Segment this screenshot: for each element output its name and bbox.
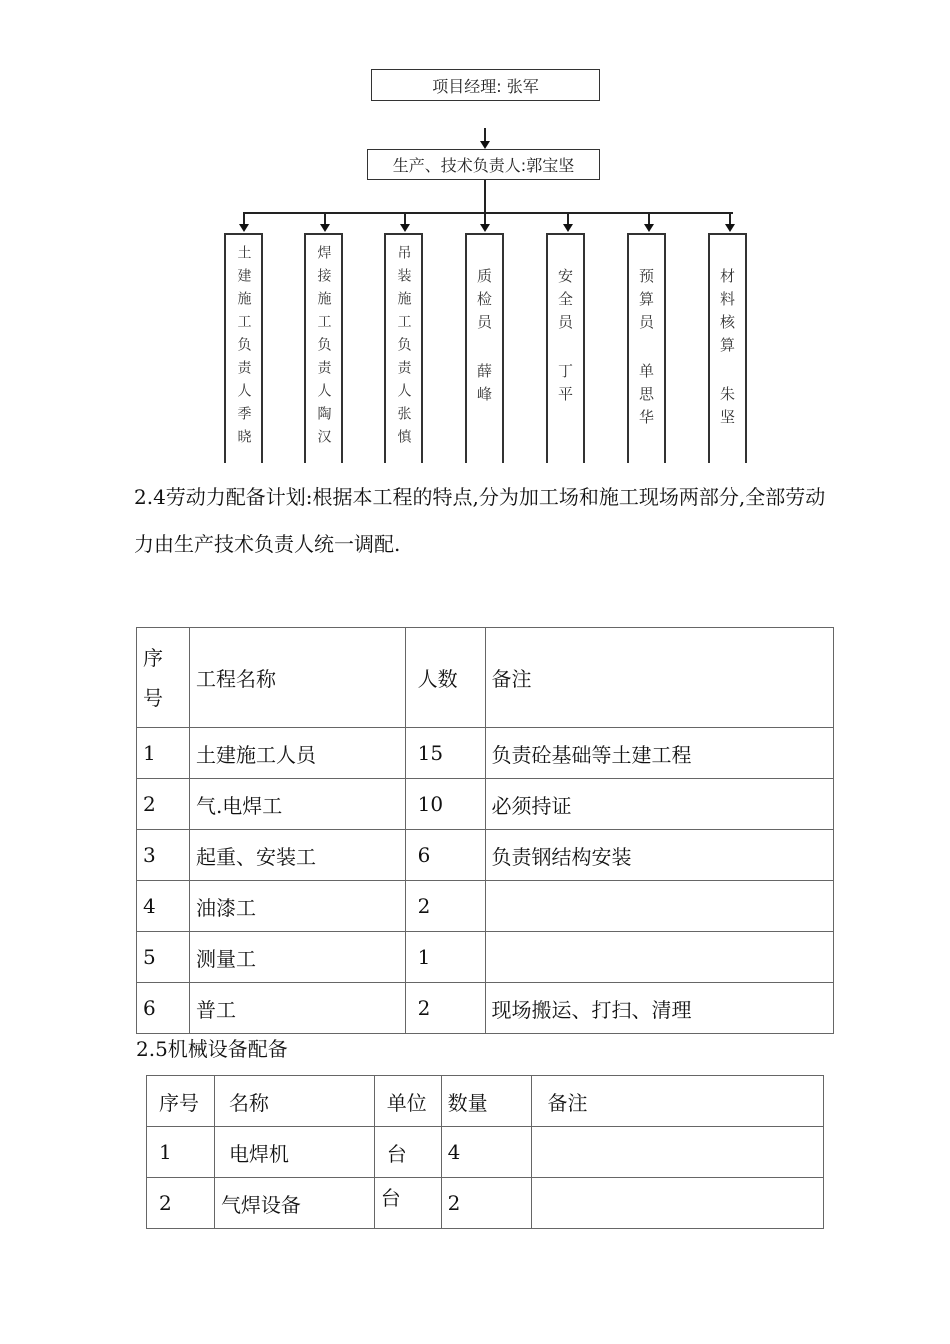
table-row [137,779,834,830]
table-cell: 3 [137,830,190,881]
dept-label: 吊装施工负责人张慎 [395,245,412,452]
table-cell: 2 [147,1178,215,1229]
production-lead-box [367,149,600,180]
table-cell: 2 [441,1178,531,1229]
arrow-down-icon [480,141,490,149]
table-row [137,728,834,779]
table-row [137,881,834,932]
table-cell: 15 [405,728,485,779]
manager-label: 项目经理: 张军 [432,76,539,96]
table-cell: 2 [405,881,485,932]
table-row [137,932,834,983]
section-2-4-text: 2.4劳动力配备计划:根据本工程的特点,分为加工场和施工现场两部分,全部劳动力由生产技术负责人统一调配. [134,485,826,556]
dept-box-safety [546,233,585,463]
table-cell: 10 [405,779,485,830]
table-cell: 土建施工人员 [189,728,405,779]
labor-table [136,627,834,1034]
table-cell: 测量工 [189,932,405,983]
table-cell: 6 [137,983,190,1034]
table-cell [531,1127,824,1178]
table-cell: 台 [374,1127,441,1178]
table-cell [485,881,833,932]
table-cell: 2 [137,779,190,830]
table-cell: 负责钢结构安装 [485,830,833,881]
table-cell: 台 [374,1178,441,1229]
table-cell: 4 [137,881,190,932]
table-cell: 1 [405,932,485,983]
table-cell: 负责砼基础等土建工程 [485,728,833,779]
header-cell: 备注 [485,628,833,728]
table-cell: 2 [405,983,485,1034]
table-cell: 必须持证 [485,779,833,830]
dept-box-lifting [384,233,423,463]
table-cell: 6 [405,830,485,881]
arrow-down-icon [400,224,410,232]
arrow-down-icon [563,224,573,232]
dept-label: 材料核算 朱坚 [718,268,736,432]
equipment-table [146,1075,824,1229]
table-cell: 1 [147,1127,215,1178]
header-cell: 数量 [441,1076,531,1127]
header-cell: 工程名称 [189,628,405,728]
header-cell: 人数 [405,628,485,728]
table-cell: 电焊机 [214,1127,374,1178]
table-cell [531,1178,824,1229]
table-cell: 油漆工 [189,881,405,932]
arrow-down-icon [480,224,490,232]
header-cell: 备注 [531,1076,824,1127]
table-row [137,830,834,881]
table-cell: 现场搬运、打扫、清理 [485,983,833,1034]
table-row [147,1178,824,1229]
arrow-down-icon [644,224,654,232]
dept-label: 土建施工负责人季晓 [235,245,252,452]
table-row [137,983,834,1034]
dept-box-qc [465,233,504,463]
table-cell: 气.电焊工 [189,779,405,830]
dept-label: 质检员 薛峰 [475,268,493,409]
dept-label: 焊接施工负责人陶汉 [315,245,332,452]
table-cell: 1 [137,728,190,779]
connector-line [484,128,486,142]
table-cell: 普工 [189,983,405,1034]
dept-box-welding [304,233,343,463]
connector-line [484,180,486,224]
header-cell: 序号 [137,628,190,728]
header-cell: 序号 [147,1076,215,1127]
dept-box-civil [224,233,263,463]
section-2-5-title: 2.5机械设备配备 [136,1037,288,1061]
header-cell: 名称 [214,1076,374,1127]
dept-box-materials [708,233,747,463]
arrow-down-icon [320,224,330,232]
table-header-row [147,1076,824,1127]
table-cell: 气焊设备 [214,1178,374,1229]
table-cell [485,932,833,983]
table-row [147,1127,824,1178]
table-cell: 起重、安装工 [189,830,405,881]
dept-box-budget [627,233,666,463]
production-lead-label: 生产、技术负责人:郭宝坚 [392,156,575,175]
header-cell: 单位 [374,1076,441,1127]
manager-box [371,69,600,101]
dept-label: 预算员 单思华 [637,268,655,432]
branch-line [243,212,733,214]
table-cell: 4 [441,1127,531,1178]
table-cell: 5 [137,932,190,983]
arrow-down-icon [239,224,249,232]
table-header-row [137,628,834,728]
dept-label: 安全员 丁平 [556,268,574,409]
arrow-down-icon [725,224,735,232]
